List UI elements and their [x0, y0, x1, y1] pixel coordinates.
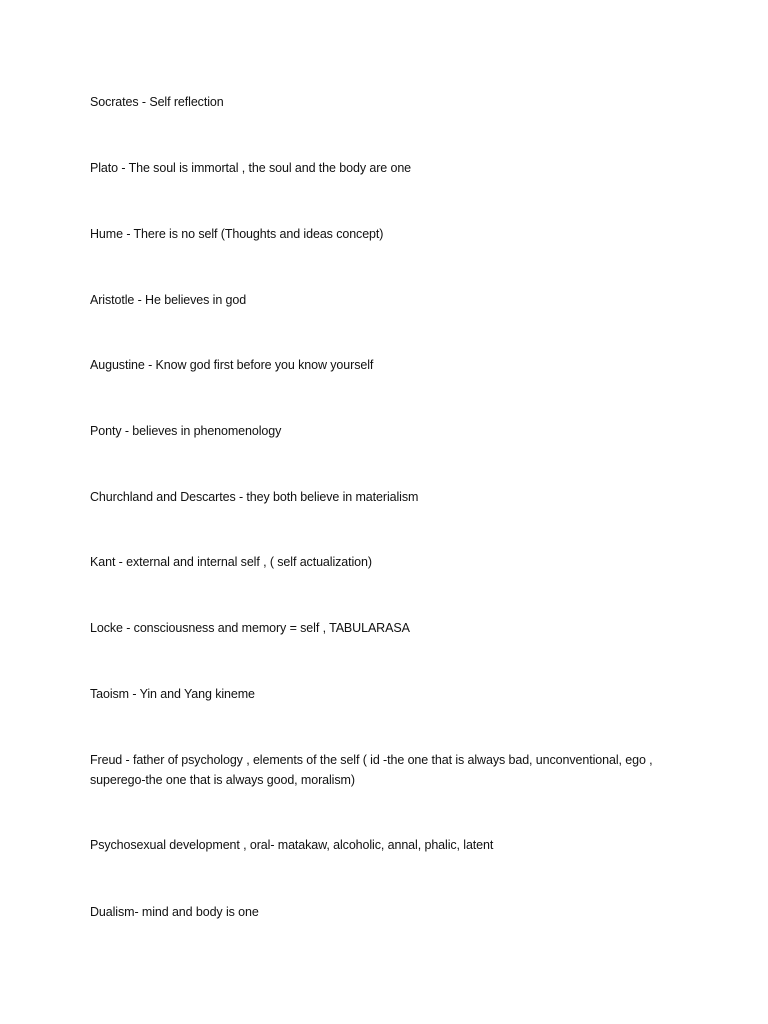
note-locke: Locke - consciousness and memory = self , TABULARASA: [90, 621, 410, 635]
note-psychosexual-development: Psychosexual development , oral- matakaw, alcoholic, annal, phalic, latent: [90, 838, 494, 852]
note-aristotle: Aristotle - He believes in god: [90, 293, 247, 307]
note-freud-line-1: Freud - father of psychology , elements of the self ( id -the one that is always bad, unconventional, ego ,: [90, 753, 653, 767]
note-dualism: Dualism- mind and body is one: [90, 905, 259, 919]
note-taoism: Taoism - Yin and Yang kineme: [90, 687, 255, 701]
note-freud-line-2: superego-the one that is always good, moralism): [90, 773, 355, 787]
note-hume: Hume - There is no self (Thoughts and ideas concept): [90, 227, 384, 241]
note-ponty: Ponty - believes in phenomenology: [90, 424, 282, 438]
note-churchland-descartes: Churchland and Descartes - they both believe in materialism: [90, 490, 419, 504]
note-plato: Plato - The soul is immortal , the soul and the body are one: [90, 161, 412, 175]
note-socrates: Socrates - Self reflection: [90, 95, 224, 109]
note-freud: [90, 750, 690, 790]
note-kant: Kant - external and internal self , ( self actualization): [90, 555, 372, 569]
note-augustine: Augustine - Know god first before you know yourself: [90, 358, 374, 372]
